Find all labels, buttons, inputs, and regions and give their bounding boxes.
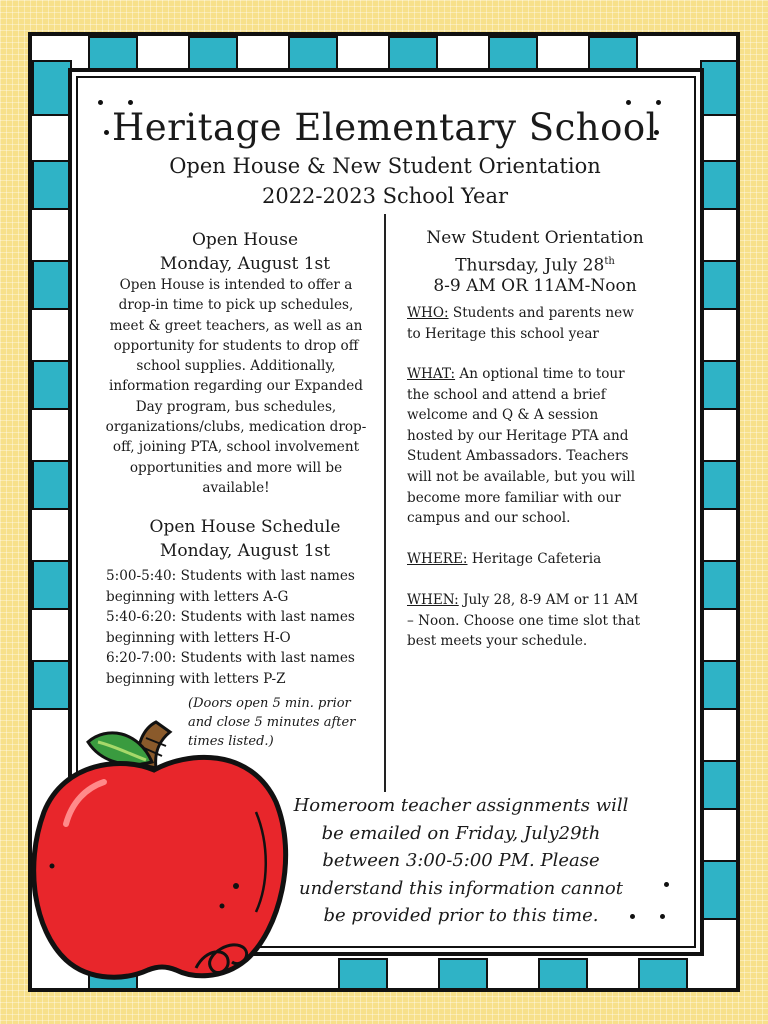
schedule-date: Monday, August 1st (159, 541, 331, 561)
event-subtitle: Open House & New Student Orientation (169, 154, 601, 178)
orientation-where: WHERE: Heritage Cafeteria (407, 551, 602, 567)
apple-body (34, 757, 286, 977)
orientation-who: WHO: Students and parents new to Heritage this school year (407, 305, 634, 342)
homeroom-assignment-note: Homeroom teacher assignments will be emailed on Friday, July29th between 3:00-5:00 PM. Please understand this information cannot be provided prior to this time. (293, 795, 629, 926)
apple-icon (26, 716, 296, 986)
school-name-title: Heritage Elementary School (111, 106, 659, 149)
orientation-times: 8-9 AM OR 11AM-Noon (433, 276, 637, 296)
orientation-heading: New Student Orientation (426, 228, 644, 248)
schedule-heading: Open House Schedule (149, 517, 341, 537)
decor-dot (98, 100, 103, 105)
schedule-slot: 6:20-7:00: Students with last names beginning with letters P-Z (106, 650, 355, 687)
open-house-heading: Open House (191, 230, 299, 250)
decor-dot (656, 100, 661, 105)
schedule-note: (Doors open 5 min. prior and close 5 minutes after times listed.) (188, 696, 356, 749)
school-year: 2022-2023 School Year (261, 184, 509, 208)
decor-dot (664, 882, 669, 887)
open-house-date: Monday, August 1st (159, 254, 331, 274)
decor-dot (128, 100, 133, 105)
schedule-slot: 5:00-5:40: Students with last names beginning with letters A-G (106, 568, 355, 605)
orientation-what: WHAT: An optional time to tour the school and attend a brief welcome and Q & A session hosted by our Heritage PTA and Student Ambassadors. Teachers will not be available, but you will become more familiar with our campus and our school. (407, 366, 636, 527)
orientation-when: WHEN: July 28, 8-9 AM or 11 AM – Noon. Choose one time slot that best meets your schedule. (407, 592, 641, 650)
open-house-description: Open House is intended to offer a drop-in time to pick up schedules, meet & greet teachers, as well as an opportunity for students to drop off school supplies. Additionally, information regarding our Expanded Day program, bus schedules, organizations/clubs, medication drop-off, joining PTA, school involvement opportunities and more will be available! (105, 277, 367, 496)
orientation-date: Thursday, July 28th (455, 255, 615, 276)
schedule-list (106, 566, 376, 689)
schedule-slot: 5:40-6:20: Students with last names beginning with letters H-O (106, 609, 355, 646)
decor-dot (630, 914, 635, 919)
decor-dot (626, 100, 631, 105)
decor-dot (660, 914, 665, 919)
column-divider (384, 214, 386, 792)
